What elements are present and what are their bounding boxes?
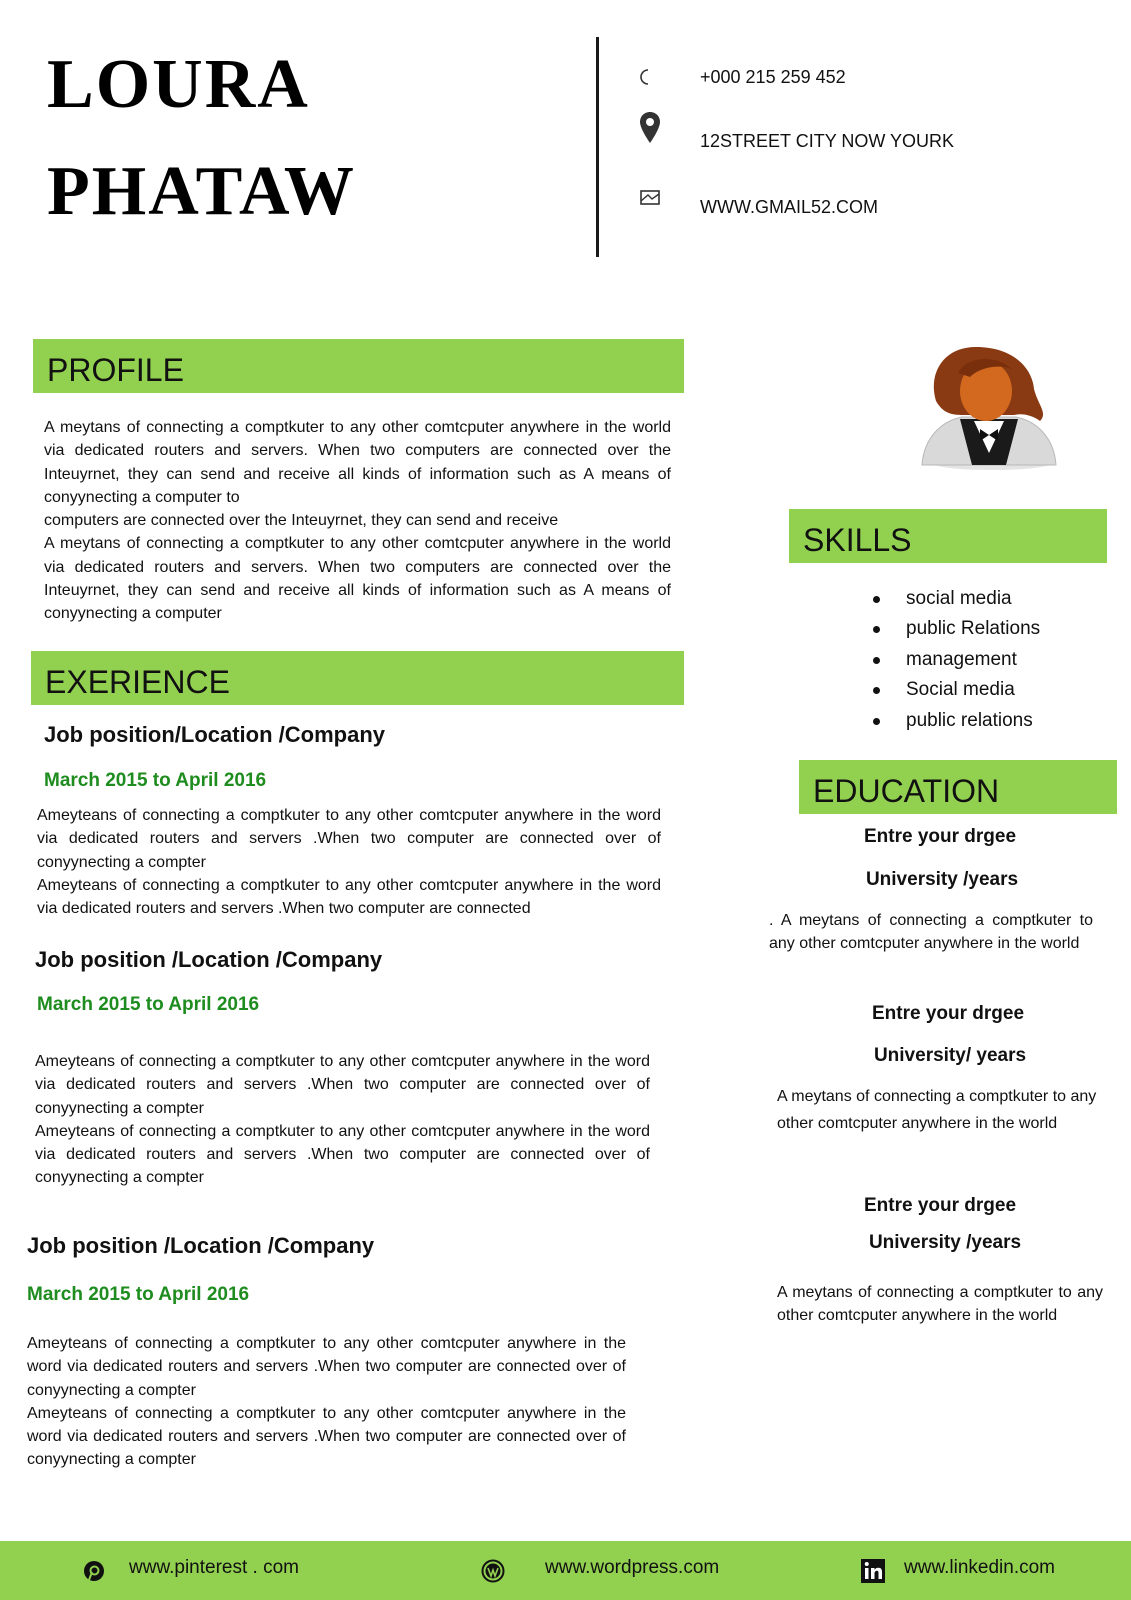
edu-school: University /years: [865, 869, 1019, 890]
job-description: [37, 804, 661, 920]
linkedin-link[interactable]: www.linkedin.com: [904, 1557, 1055, 1578]
footer-bar: [0, 1541, 1131, 1600]
address: 12STREET CITY NOW YOURK: [700, 131, 955, 151]
wordpress-icon[interactable]: [480, 1558, 506, 1584]
job-line: Ameyteans of connecting a comptkuter to any other comtcputer anywhere in the word via dedicated routers and servers .When two computer are connected over of conyynecting a compter: [35, 1122, 650, 1187]
mail-icon: [638, 185, 662, 221]
profile-line: A meytans of connecting a comptkuter to any other comtcputer anywhere in the world via dedicated routers and servers. When two computers are connected over the Inteuyrnet, they can send and receive all kinds of information such as A means of conyynecting a computer: [44, 535, 671, 623]
phone-icon: [638, 62, 662, 98]
website: WWW.GMAIL52.COM: [700, 197, 879, 217]
job-dates: March 2015 to April 2016: [27, 1284, 250, 1305]
job-line: Ameyteans of connecting a comptkuter to any other comtcputer anywhere in the word via dedicated routers and servers .When two computer are connected: [37, 876, 661, 918]
edu-text: . A meytans of connecting a comptkuter to any other comtcputer anywhere in the world: [769, 912, 1093, 953]
edu-text: A meytans of connecting a comptkuter to any other comtcputer anywhere in the world: [777, 1284, 1103, 1325]
job-dates: March 2015 to April 2016: [37, 994, 260, 1015]
job-line: Ameyteans of connecting a comptkuter to any other comtcputer anywhere in the word via dedicated routers and servers .When two computer are connected over of conyynecting a compter: [35, 1053, 650, 1117]
pinterest-icon[interactable]: [81, 1558, 107, 1584]
experience-title: EXERIENCE: [45, 664, 230, 700]
job-position: Job position /Location /Company: [27, 1233, 375, 1258]
edu-school: University /years: [868, 1232, 1022, 1253]
linkedin-icon[interactable]: [860, 1558, 886, 1584]
skills-title: SKILLS: [803, 522, 912, 558]
first-name: LOURA: [47, 46, 310, 123]
skill-item: management: [870, 645, 1040, 675]
job-line: Ameyteans of connecting a comptkuter to any other comtcputer anywhere in the word via dedicated routers and servers .When two computer are connected over of conyynecting a compter: [27, 1404, 626, 1469]
job-description: [35, 1050, 650, 1190]
profile-text: [44, 416, 671, 626]
edu-degree: Entre your drgee: [871, 1003, 1025, 1024]
profile-line: A meytans of connecting a comptkuter to any other comtcputer anywhere in the world via dedicated routers and servers. When two computers are connected over the Inteuyrnet, they can send and receive all kinds of information such as A means of conyynecting a computer to: [44, 419, 671, 506]
job-line: Ameyteans of connecting a comptkuter to any other comtcputer anywhere in the word via dedicated routers and servers .When two computer are connected over of conyynecting a compter: [27, 1335, 626, 1399]
education-title: EDUCATION: [813, 773, 1000, 809]
pinterest-link[interactable]: www.pinterest . com: [129, 1557, 299, 1578]
skills-list: [870, 584, 1040, 736]
edu-degree: Entre your drgee: [863, 826, 1017, 847]
job-position: Job position/Location /Company: [44, 722, 385, 747]
profile-title: PROFILE: [47, 352, 184, 388]
wordpress-link[interactable]: www.wordpress.com: [545, 1557, 720, 1578]
profile-line: computers are connected over the Inteuyrnet, they can send and receive: [44, 512, 559, 530]
skill-item: public Relations: [870, 614, 1040, 644]
job-line: Ameyteans of connecting a comptkuter to any other comtcputer anywhere in the word via dedicated routers and servers .When two computer are connected over of conyynecting a compter: [37, 807, 661, 871]
job-position: Job position /Location /Company: [35, 947, 383, 972]
skill-item: social media: [870, 584, 1040, 614]
edu-school: University/ years: [873, 1045, 1027, 1066]
last-name: PHATAW: [47, 153, 356, 230]
phone-number: +000 215 259 452: [700, 67, 846, 87]
header-divider: [596, 37, 599, 257]
skill-item: Social media: [870, 675, 1040, 705]
edu-text: A meytans of connecting a comptkuter to any other comtcputer anywhere in the world: [777, 1088, 1097, 1132]
job-description: [27, 1332, 626, 1472]
edu-degree: Entre your drgee: [863, 1195, 1017, 1216]
location-pin-icon: [638, 110, 662, 146]
job-dates: March 2015 to April 2016: [44, 770, 267, 791]
skill-item: public relations: [870, 706, 1040, 736]
avatar: [914, 345, 1064, 471]
